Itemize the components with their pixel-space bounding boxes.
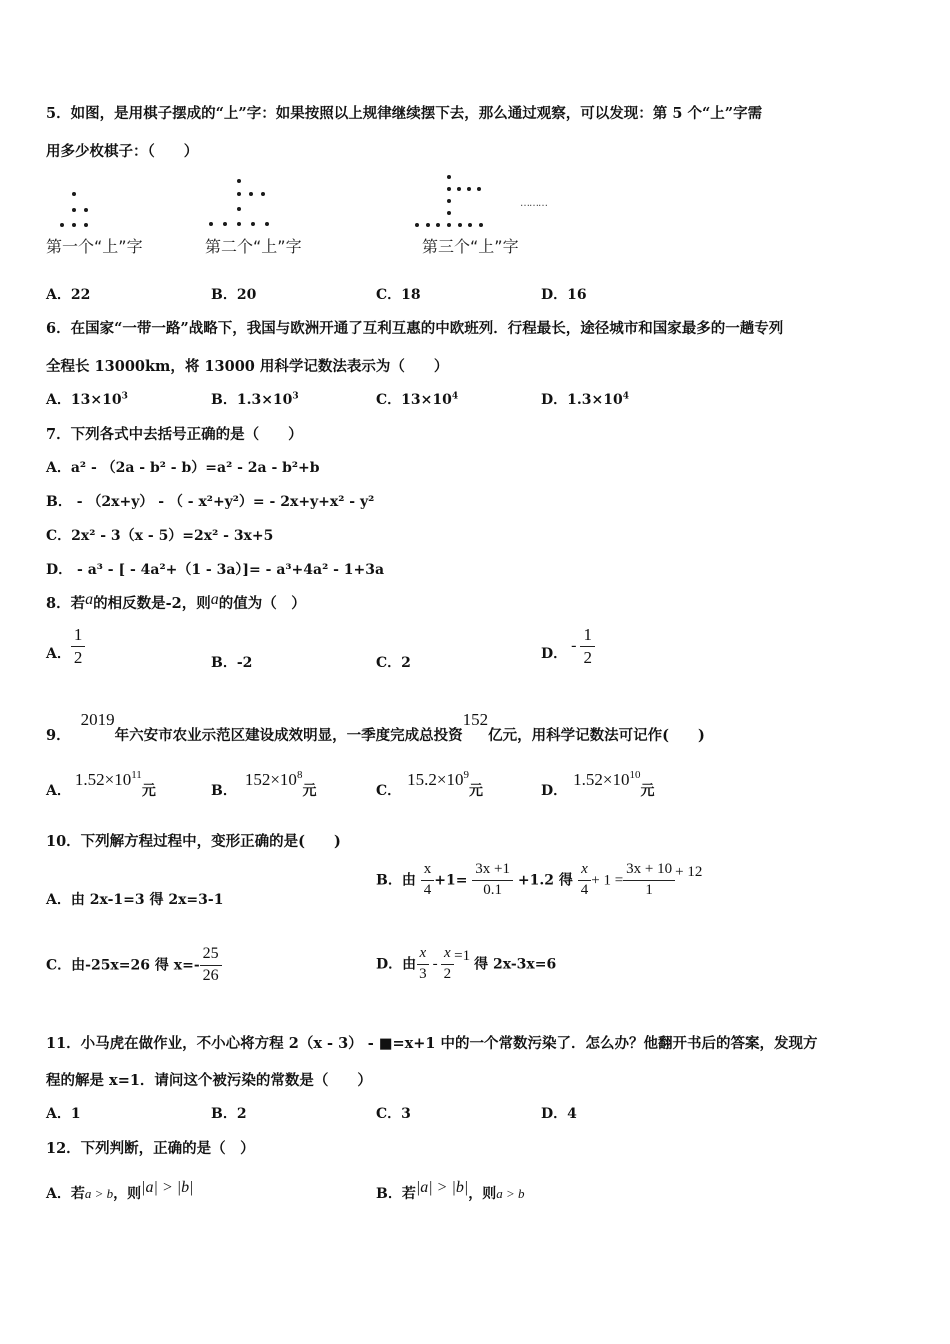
q11-option-d[interactable]: D．4	[541, 1106, 577, 1122]
q8-stem: 8．若a的相反数是-2，则a的值为（ ）	[46, 591, 306, 612]
q10-b-fraction-4: $\frac{3x + 10}{1}$	[623, 862, 675, 899]
q10-b-fraction-3: $\frac{x}{4}$	[578, 862, 592, 899]
q5-figure	[40, 170, 580, 260]
q5-option-c[interactable]: C．18	[376, 287, 421, 303]
q8-a-fraction: $\frac{1}{2}$	[71, 626, 86, 667]
q11-stem-line1: 11．小马虎在做作业，不小心将方程 2（x - 3） - ■=x+1 中的一个常数污染了．怎么办？他翻开书后的答案，发现方	[46, 1035, 818, 1052]
q10-option-b[interactable]: B．由 $\frac{x}{4}$ +1= $\frac{3x +1}{0.1}$ +1.2 得 $\frac{x}{4}$ + 1 = $\frac{3x + 10}{1}$ + 12	[376, 861, 703, 898]
q10-b-fraction-2: $\frac{3x +1}{0.1}$	[472, 862, 513, 899]
q6-option-d[interactable]: D．$1.3\times 10^4$	[541, 391, 629, 408]
q9-option-b[interactable]: B．$152\times 10^8$元	[211, 769, 317, 799]
q5-caption-3: 第三个“上”字	[422, 237, 519, 256]
q12-stem: 12．下列判断，正确的是（ ）	[46, 1140, 255, 1157]
q5-option-a[interactable]: A．22	[46, 287, 91, 303]
q5-figure-ellipsis: ………	[520, 198, 547, 209]
q6-option-b[interactable]: B．$1.3\times 10^3$	[211, 391, 299, 408]
q5-stem-line2: 用多少枚棋子：（ ）	[46, 143, 199, 160]
q8-option-a[interactable]: A． $\frac{1}{2}$	[46, 626, 85, 667]
q9-option-a[interactable]: A．$1.52\times 10^{11}$元	[46, 769, 156, 799]
q5-caption-2: 第二个“上”字	[205, 237, 302, 256]
q9-stem: 9．2019年六安市农业示范区建设成效明显，一季度完成总投资152亿元，用科学记数法可记作( )	[46, 710, 705, 744]
q10-stem: 10．下列解方程过程中，变形正确的是( )	[46, 833, 341, 850]
q7-option-b[interactable]: B． - （2x+y） - （ - x²+y²）= - 2x+y+x² - y²	[46, 494, 375, 510]
q7-option-d[interactable]: D． - a³ - [ - 4a²+（1 - 3a）]= - a³+4a² - 1+3a	[46, 562, 385, 578]
q5-stem-line1: 5．如图，是用棋子摆成的“上”字：如果按照以上规律继续摆下去，那么通过观察，可以发现：第 5 个“上”字需	[46, 105, 763, 122]
q6-option-c[interactable]: C．$13\times 10^4$	[376, 391, 459, 408]
q10-option-a[interactable]: A．由 2x-1=3 得 2x=3-1	[46, 892, 224, 908]
q11-option-a[interactable]: A．1	[46, 1106, 81, 1122]
q11-stem-line2: 程的解是 x=1．请问这个被污染的常数是（ ）	[46, 1072, 372, 1089]
q8-option-b[interactable]: B．-2	[211, 655, 253, 671]
q8-option-d[interactable]: D． - $\frac{1}{2}$	[541, 626, 595, 667]
q10-c-fraction: $\frac{25}{26}$	[200, 946, 222, 985]
q11-option-c[interactable]: C．3	[376, 1106, 411, 1122]
q7-stem: 7．下列各式中去括号正确的是（ ）	[46, 426, 303, 443]
q10-option-c[interactable]: C．由-25x=26 得 x=- $\frac{25}{26}$	[46, 946, 222, 985]
q12-option-a[interactable]: A．若a > b，则|a| > |b|	[46, 1179, 194, 1202]
q10-d-fraction-1: $\frac{x}{3}$	[416, 946, 430, 983]
q8-d-fraction: $\frac{1}{2}$	[580, 626, 595, 667]
q6-stem-line2: 全程长 13000km，将 13000 用科学记数法表示为（ ）	[46, 358, 449, 375]
q5-caption-1: 第一个“上”字	[46, 237, 143, 256]
q9-option-d[interactable]: D．$1.52\times 10^{10}$元	[541, 769, 655, 799]
q6-option-a[interactable]: A．$13\times 10^3$	[46, 391, 128, 408]
q5-option-d[interactable]: D．16	[541, 287, 587, 303]
q7-option-c[interactable]: C．2x² - 3（x - 5）=2x² - 3x+5	[46, 528, 274, 544]
q10-d-fraction-2: $\frac{x}{2}$	[441, 946, 455, 983]
q8-option-c[interactable]: C．2	[376, 655, 411, 671]
q11-option-b[interactable]: B．2	[211, 1106, 247, 1122]
q6-stem-line1: 6．在国家“一带一路”战略下，我国与欧洲开通了互利互惠的中欧班列．行程最长，途径城市和国家最多的一趟专列	[46, 320, 784, 337]
q9-option-c[interactable]: C．$15.2\times 10^9$元	[376, 769, 483, 799]
q5-option-b[interactable]: B．20	[211, 287, 257, 303]
q10-option-d[interactable]: D．由 $\frac{x}{3}$ - $\frac{x}{2}$ =1 得 2x-3x=6	[376, 945, 557, 982]
q12-option-b[interactable]: B．若|a| > |b|，则a > b	[376, 1179, 525, 1202]
q7-option-a[interactable]: A．a² - （2a - b² - b）=a² - 2a - b²+b	[46, 460, 320, 476]
q10-b-fraction-1: $\frac{x}{4}$	[421, 862, 435, 899]
